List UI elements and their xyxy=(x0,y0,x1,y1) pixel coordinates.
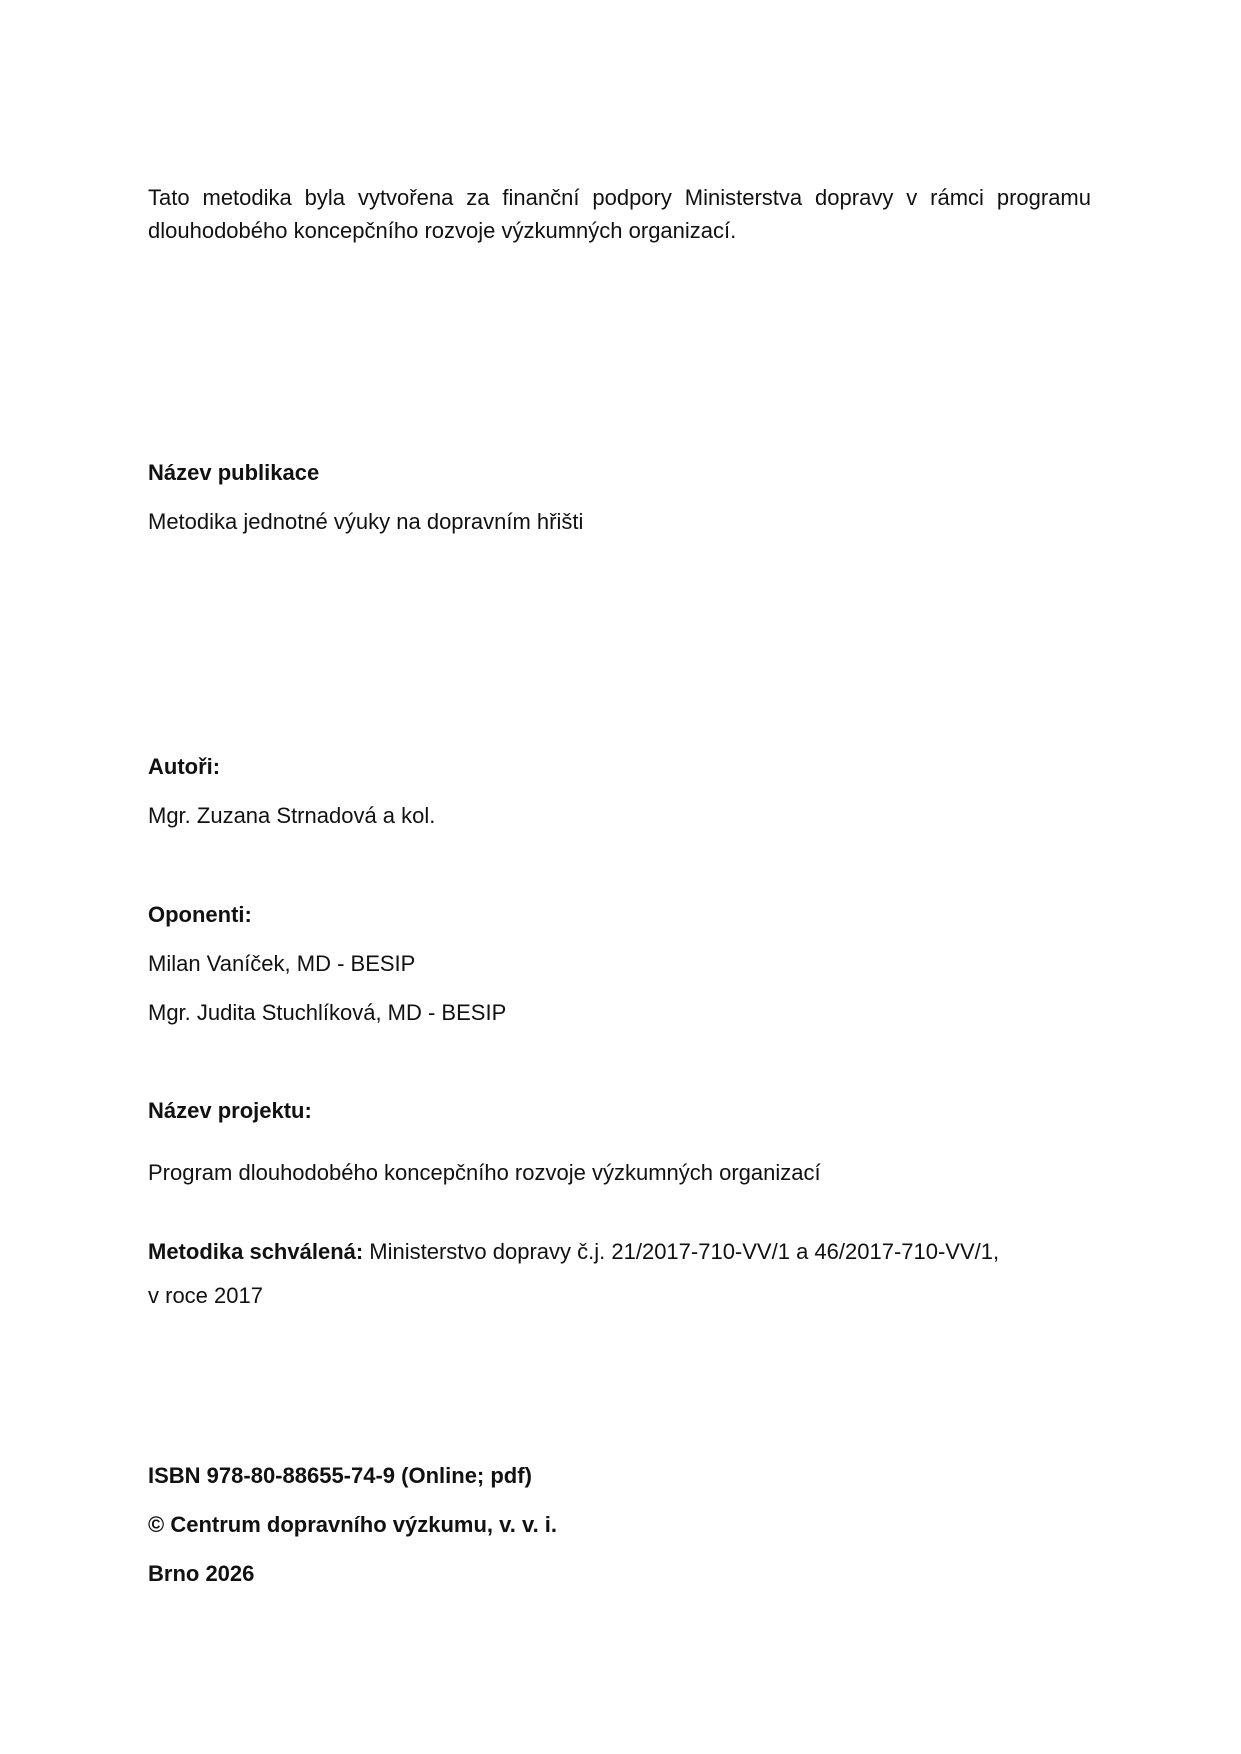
opponents-label: Oponenti: xyxy=(148,902,252,927)
intro-paragraph: Tato metodika byla vytvořena za finanční podpory Ministerstva dopravy v rámci programu dlouhodobého koncepčního rozvoje výzkumných organizací. xyxy=(148,185,1091,243)
approval-line xyxy=(148,1239,999,1265)
place-year-text: Brno 2026 xyxy=(148,1561,255,1586)
approval-label: Metodika schválená: xyxy=(148,1239,364,1264)
authors-value: Mgr. Zuzana Strnadová a kol. xyxy=(148,803,436,828)
authors-label: Autoři: xyxy=(148,754,221,779)
opponent-item: Milan Vaníček, MD - BESIP xyxy=(148,951,416,976)
project-value: Program dlouhodobého koncepčního rozvoje výzkumných organizací xyxy=(148,1160,821,1185)
copyright-text: © Centrum dopravního výzkumu, v. v. i. xyxy=(148,1512,558,1537)
publication-title-label: Název publikace xyxy=(148,460,320,485)
approval-value: Ministerstvo dopravy č.j. 21/2017-710-VV/1 a 46/2017-710-VV/1, xyxy=(363,1239,1000,1264)
opponent-item: Mgr. Judita Stuchlíková, MD - BESIP xyxy=(148,1000,507,1025)
project-label: Název projektu: xyxy=(148,1098,312,1123)
publication-title-value: Metodika jednotné výuky na dopravním hřišti xyxy=(148,509,584,534)
isbn-text: ISBN 978-80-88655-74-9 (Online; pdf) xyxy=(148,1463,532,1488)
approval-year: v roce 2017 xyxy=(148,1283,263,1308)
